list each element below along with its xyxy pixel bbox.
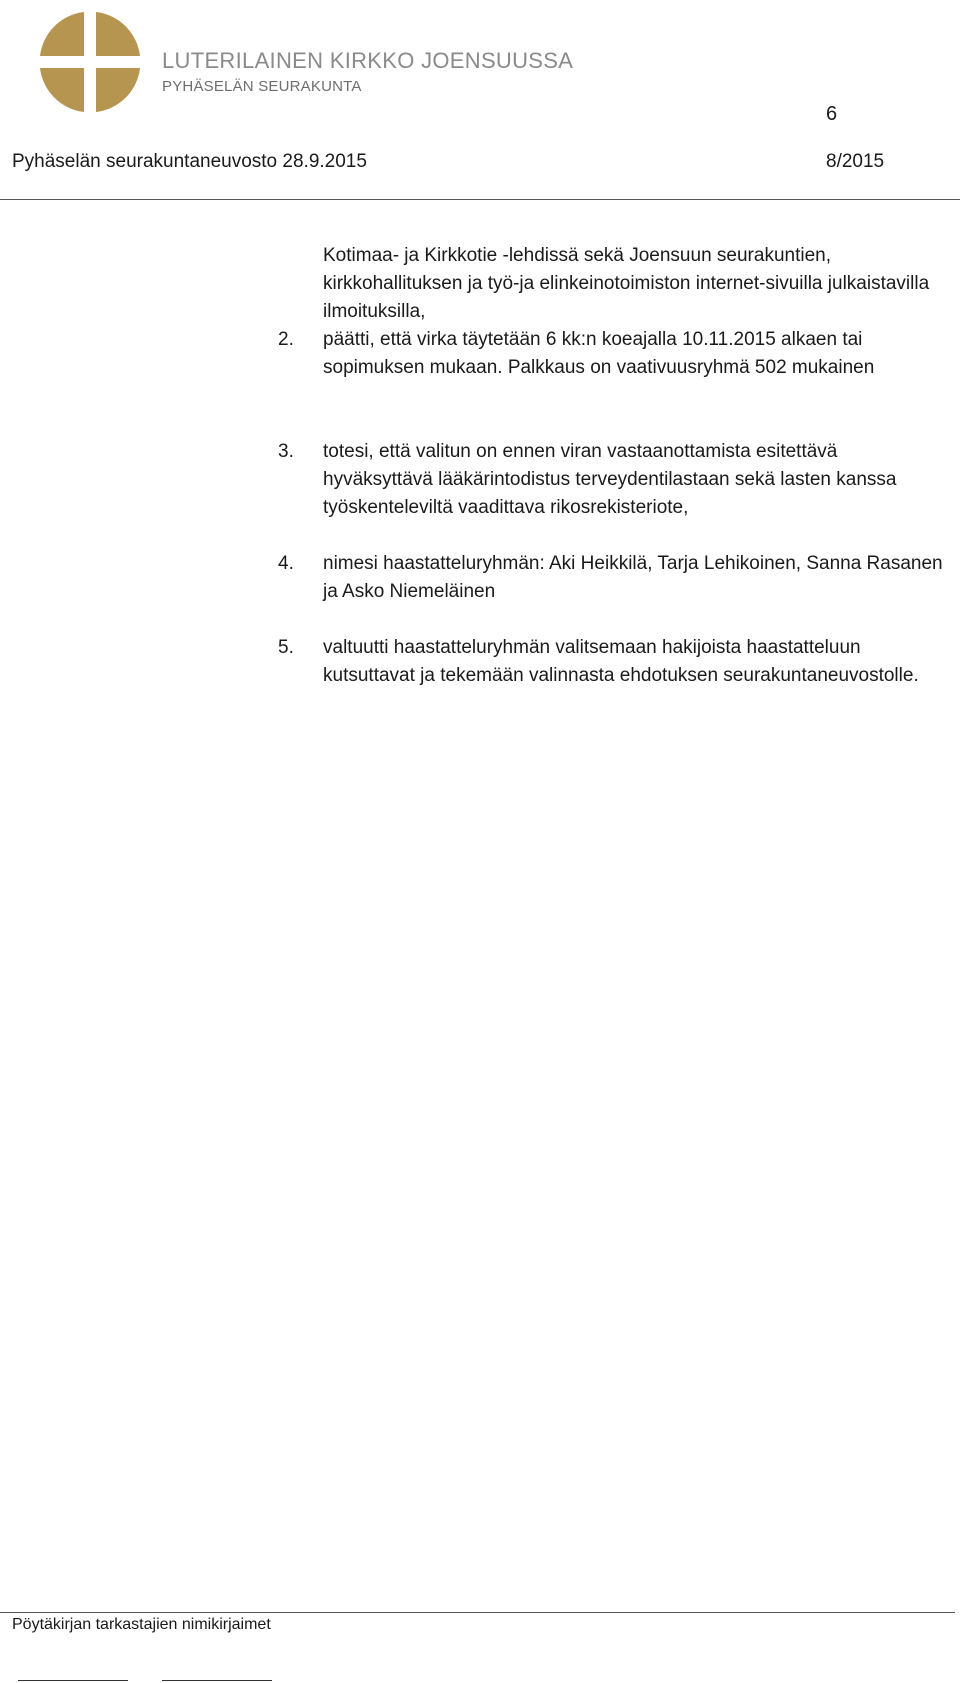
item-number: 3. [278, 441, 294, 462]
intro-paragraph: Kotimaa- ja Kirkkotie -lehdissä sekä Joensuun seurakuntien, kirkkohallituksen ja työ-ja elinkeinotoimiston internet-sivuilla julkaistavilla ilmoituksilla, [323, 245, 930, 322]
signature-line [18, 1680, 128, 1681]
cross-emblem-icon [40, 12, 140, 112]
footer-label: Pöytäkirjan tarkastajien nimikirjaimet [12, 1616, 271, 1633]
header-divider [0, 199, 960, 200]
logo-line1: LUTERILAINEN KIRKKO JOENSUUSSA [162, 48, 574, 73]
logo-line2: PYHÄSELÄN SEURAKUNTA [162, 78, 362, 95]
item-text: päätti, että virka täytetään 6 kk:n koeajalla 10.11.2015 alkaen tai sopimuksen mukaan. Palkkaus on vaativuusryhmä 502 mukainen [323, 329, 875, 378]
item-number: 4. [278, 553, 294, 574]
item-text: valtuutti haastatteluryhmän valitsemaan hakijoista haastatteluun kutsuttavat ja tekemään valinnasta ehdotuksen seurakuntaneuvostolle. [323, 637, 919, 686]
item-number: 5. [278, 637, 294, 658]
footer-divider [0, 1612, 955, 1613]
issue-number: 8/2015 [826, 151, 885, 172]
item-text: nimesi haastatteluryhmän: Aki Heikkilä, Tarja Lehikoinen, Sanna Rasanen ja Asko Niemeläinen [323, 553, 943, 602]
item-number: 2. [278, 329, 294, 350]
church-logo [40, 12, 574, 112]
signature-line [162, 1680, 272, 1681]
document-title: Pyhäselän seurakuntaneuvosto 28.9.2015 [12, 151, 367, 172]
item-text: totesi, että valitun on ennen viran vastaanottamista esitettävä hyväksyttävä lääkärintodistus terveydentilastaan sekä lasten kanssa työskenteleviltä vaadittava rikosrekisteriote, [323, 441, 897, 518]
page-number: 6 [826, 103, 838, 125]
